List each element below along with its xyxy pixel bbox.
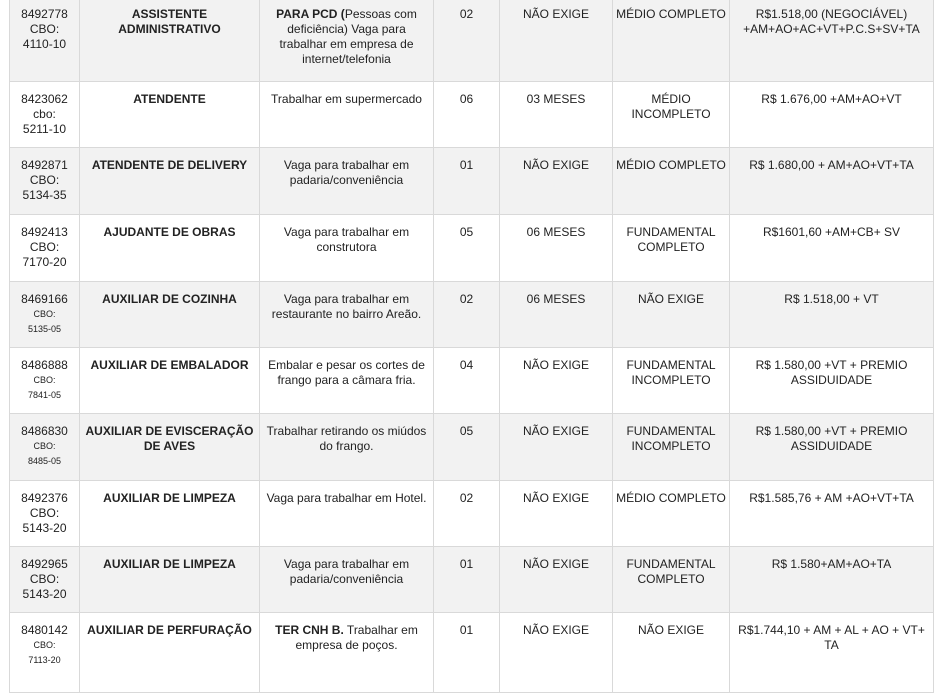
cbo-label: cbo:	[33, 107, 56, 121]
job-education: NÃO EXIGE	[613, 282, 730, 348]
job-salary: R$ 1.580,00 +VT + PREMIO ASSIDUIDADE	[730, 348, 934, 414]
job-experience: NÃO EXIGE	[500, 348, 613, 414]
job-listings-table	[9, 0, 934, 693]
cbo-code: 5143-20	[22, 587, 67, 601]
job-vacancies: 01	[434, 547, 500, 613]
job-description: Trabalhar em supermercado	[271, 92, 422, 106]
job-row	[10, 82, 934, 148]
job-description: Vaga para trabalhar em padaria/conveniência	[283, 557, 410, 586]
cbo-label: CBO:	[29, 173, 60, 187]
job-description: Vaga para trabalhar em restaurante no bairro Areão.	[271, 292, 422, 321]
job-code-cell	[10, 613, 80, 693]
cbo-code: 7841-05	[27, 390, 62, 400]
cbo-code: 7113-20	[28, 655, 61, 665]
job-code-cell	[10, 0, 80, 82]
job-title: ATENDENTE DE DELIVERY	[80, 148, 260, 215]
cbo-code: 5134-35	[22, 188, 67, 202]
job-code-cell	[10, 282, 80, 348]
job-description-highlight: PARA PCD (	[276, 7, 345, 21]
job-title: AJUDANTE DE OBRAS	[80, 215, 260, 282]
job-vacancies: 02	[434, 481, 500, 547]
job-experience: 06 MESES	[500, 282, 613, 348]
job-description: Vaga para trabalhar em Hotel.	[266, 491, 427, 505]
cbo-label: CBO:	[29, 22, 60, 36]
job-code: 8492965	[21, 557, 68, 571]
job-salary: R$1601,60 +AM+CB+ SV	[730, 215, 934, 282]
job-row	[10, 547, 934, 613]
cbo-code: 7170-20	[22, 255, 67, 269]
job-code: 8486830	[21, 424, 68, 438]
cbo-label: CBO:	[33, 441, 56, 451]
job-vacancies: 02	[434, 282, 500, 348]
job-code-cell	[10, 414, 80, 481]
job-salary: R$ 1.680,00 + AM+AO+VT+TA	[730, 148, 934, 215]
job-title: AUXILIAR DE EVISCERAÇÃO DE AVES	[80, 414, 260, 481]
job-title: AUXILIAR DE LIMPEZA	[80, 547, 260, 613]
job-description: Pessoas com deficiência) Vaga para trabalhar em empresa de internet/telefonia	[279, 7, 417, 66]
job-education: NÃO EXIGE	[613, 613, 730, 693]
cbo-code: 5143-20	[22, 521, 67, 535]
job-education: FUNDAMENTAL INCOMPLETO	[613, 348, 730, 414]
job-vacancies: 01	[434, 148, 500, 215]
job-description: Trabalhar retirando os miúdos do frango.	[266, 424, 427, 453]
job-education: MÉDIO COMPLETO	[613, 0, 730, 82]
job-vacancies: 02	[434, 0, 500, 82]
job-description-cell	[260, 215, 434, 282]
job-education: FUNDAMENTAL COMPLETO	[613, 547, 730, 613]
job-code: 8486888	[21, 358, 68, 372]
job-code-cell	[10, 215, 80, 282]
job-code: 8469166	[21, 292, 68, 306]
cbo-label: CBO:	[29, 240, 60, 254]
cbo-code: 5135-05	[27, 324, 62, 334]
job-code-cell	[10, 547, 80, 613]
job-experience: NÃO EXIGE	[500, 414, 613, 481]
job-row	[10, 282, 934, 348]
job-description: Vaga para trabalhar em construtora	[283, 225, 410, 254]
job-education: MÉDIO COMPLETO	[613, 148, 730, 215]
job-salary: R$ 1.580+AM+AO+TA	[730, 547, 934, 613]
job-description-cell	[260, 348, 434, 414]
job-description-cell	[260, 282, 434, 348]
job-vacancies: 04	[434, 348, 500, 414]
job-education: MÉDIO COMPLETO	[613, 481, 730, 547]
job-description-cell	[260, 547, 434, 613]
job-description-cell	[260, 613, 434, 693]
job-description: Trabalhar em empresa de poços.	[295, 623, 418, 652]
job-salary: R$ 1.676,00 +AM+AO+VT	[730, 82, 934, 148]
job-education: FUNDAMENTAL INCOMPLETO	[613, 414, 730, 481]
job-description-highlight: TER CNH B.	[275, 623, 344, 637]
job-vacancies: 05	[434, 215, 500, 282]
job-description-cell	[260, 0, 434, 82]
job-row	[10, 215, 934, 282]
job-row	[10, 0, 934, 82]
job-row	[10, 613, 934, 693]
job-vacancies: 05	[434, 414, 500, 481]
job-row	[10, 481, 934, 547]
job-code: 8492376	[21, 491, 68, 505]
job-code: 8492871	[21, 158, 68, 172]
job-listings-body	[10, 0, 934, 693]
job-row	[10, 348, 934, 414]
job-row	[10, 148, 934, 215]
job-title: AUXILIAR DE PERFURAÇÃO	[80, 613, 260, 693]
cbo-label: CBO:	[33, 375, 56, 385]
cbo-label: CBO:	[33, 640, 56, 650]
job-code: 8492778	[21, 7, 68, 21]
job-title: AUXILIAR DE LIMPEZA	[80, 481, 260, 547]
job-code-cell	[10, 348, 80, 414]
cbo-label: CBO:	[29, 572, 60, 586]
cbo-label: CBO:	[29, 506, 60, 520]
job-experience: NÃO EXIGE	[500, 148, 613, 215]
job-experience: NÃO EXIGE	[500, 0, 613, 82]
cbo-code: 8485-05	[27, 456, 62, 466]
job-title: ATENDENTE	[80, 82, 260, 148]
job-title: AUXILIAR DE EMBALADOR	[80, 348, 260, 414]
job-education: FUNDAMENTAL COMPLETO	[613, 215, 730, 282]
job-salary: R$1.518,00 (NEGOCIÁVEL) +AM+AO+AC+VT+P.C.S+SV+TA	[730, 0, 934, 82]
cbo-code: 5211-10	[22, 122, 67, 136]
job-description: Vaga para trabalhar em padaria/conveniência	[283, 158, 410, 187]
job-experience: NÃO EXIGE	[500, 547, 613, 613]
cbo-code: 4110-10	[22, 37, 67, 51]
job-salary: R$ 1.580,00 +VT + PREMIO ASSIDUIDADE	[730, 414, 934, 481]
job-vacancies: 06	[434, 82, 500, 148]
job-code-cell	[10, 148, 80, 215]
job-salary: R$1.744,10 + AM + AL + AO + VT+ TA	[730, 613, 934, 693]
job-education: MÉDIO INCOMPLETO	[613, 82, 730, 148]
job-code: 8492413	[21, 225, 68, 239]
job-code-cell	[10, 481, 80, 547]
job-salary: R$1.585,76 + AM +AO+VT+TA	[730, 481, 934, 547]
cbo-label: CBO:	[33, 309, 56, 319]
job-description-cell	[260, 148, 434, 215]
job-description-cell	[260, 414, 434, 481]
job-salary: R$ 1.518,00 + VT	[730, 282, 934, 348]
job-description: Embalar e pesar os cortes de frango para a câmara fria.	[268, 358, 425, 387]
job-experience: 06 MESES	[500, 215, 613, 282]
job-description-cell	[260, 481, 434, 547]
job-row	[10, 414, 934, 481]
job-experience: NÃO EXIGE	[500, 613, 613, 693]
job-vacancies: 01	[434, 613, 500, 693]
job-code-cell	[10, 82, 80, 148]
job-code: 8423062	[21, 92, 68, 106]
job-code: 8480142	[21, 623, 68, 637]
job-experience: 03 MESES	[500, 82, 613, 148]
job-title: AUXILIAR DE COZINHA	[80, 282, 260, 348]
job-experience: NÃO EXIGE	[500, 481, 613, 547]
job-description-cell	[260, 82, 434, 148]
job-title: ASSISTENTE ADMINISTRATIVO	[80, 0, 260, 82]
